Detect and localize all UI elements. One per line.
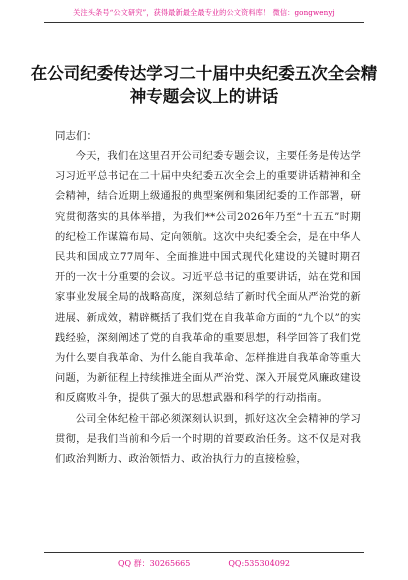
footer-qq-group: QQ 群：30265665 [117,559,191,568]
footer-contact [0,558,408,569]
document-body [55,146,361,469]
salutation: 同志们： [55,130,97,142]
header-divider [44,22,364,23]
footer-divider [44,552,364,553]
paragraph: 公司全体纪检干部必须深刻认识到，抓好这次全会精神的学习贯彻，是我们当前和今后一个时期的首要政治任务。这不仅是对我们政治判断力、政治领悟力、政治执行力的直接检验， [55,412,361,466]
paragraph: 今天，我们在这里召开公司纪委专题会议，主要任务是传达学习习近平总书记在二十届中央纪委五次全会上的重要讲话精神和全会精神，结合近期上级通报的典型案例和集团纪委的工作部署，研究贯彻落实的具体举措，为我们**公司2026年乃至“十五五”时期的纪检工作谋篇布局、定向领航。这次中央纪委全会，是在中华人民共和国成立77周年、全面推进中国式现代化建设的关键时期召开的一次十分重要的会议。习近平总书记的重要讲话，站在党和国家事业发展全局的战略高度，深刻总结了新时代全面从严治党的新进展、新成效，精辟概括了我们党在自我革命方面的“九个以”的实践经验，深刻阐述了党的自我革命的重要思想，科学回答了我们党为什么要自我革命、为什么能自我革命、怎样推进自我革命等重大问题，为新征程上持续推进全面从严治党、深入开展党风廉政建设和反腐败斗争，提供了强大的思想武器和科学的行动指南。 [55,150,361,405]
document-title: 在公司纪委传达学习二十届中央纪委五次全会精神专题会议上的讲话 [30,64,378,106]
header-promo-note: 关注头条号“公文研究”，获得最新最全最专业的公文资料库！ 微信：gongwenyj [73,8,335,17]
footer-qq-number: QQ:535304092 [228,559,290,568]
